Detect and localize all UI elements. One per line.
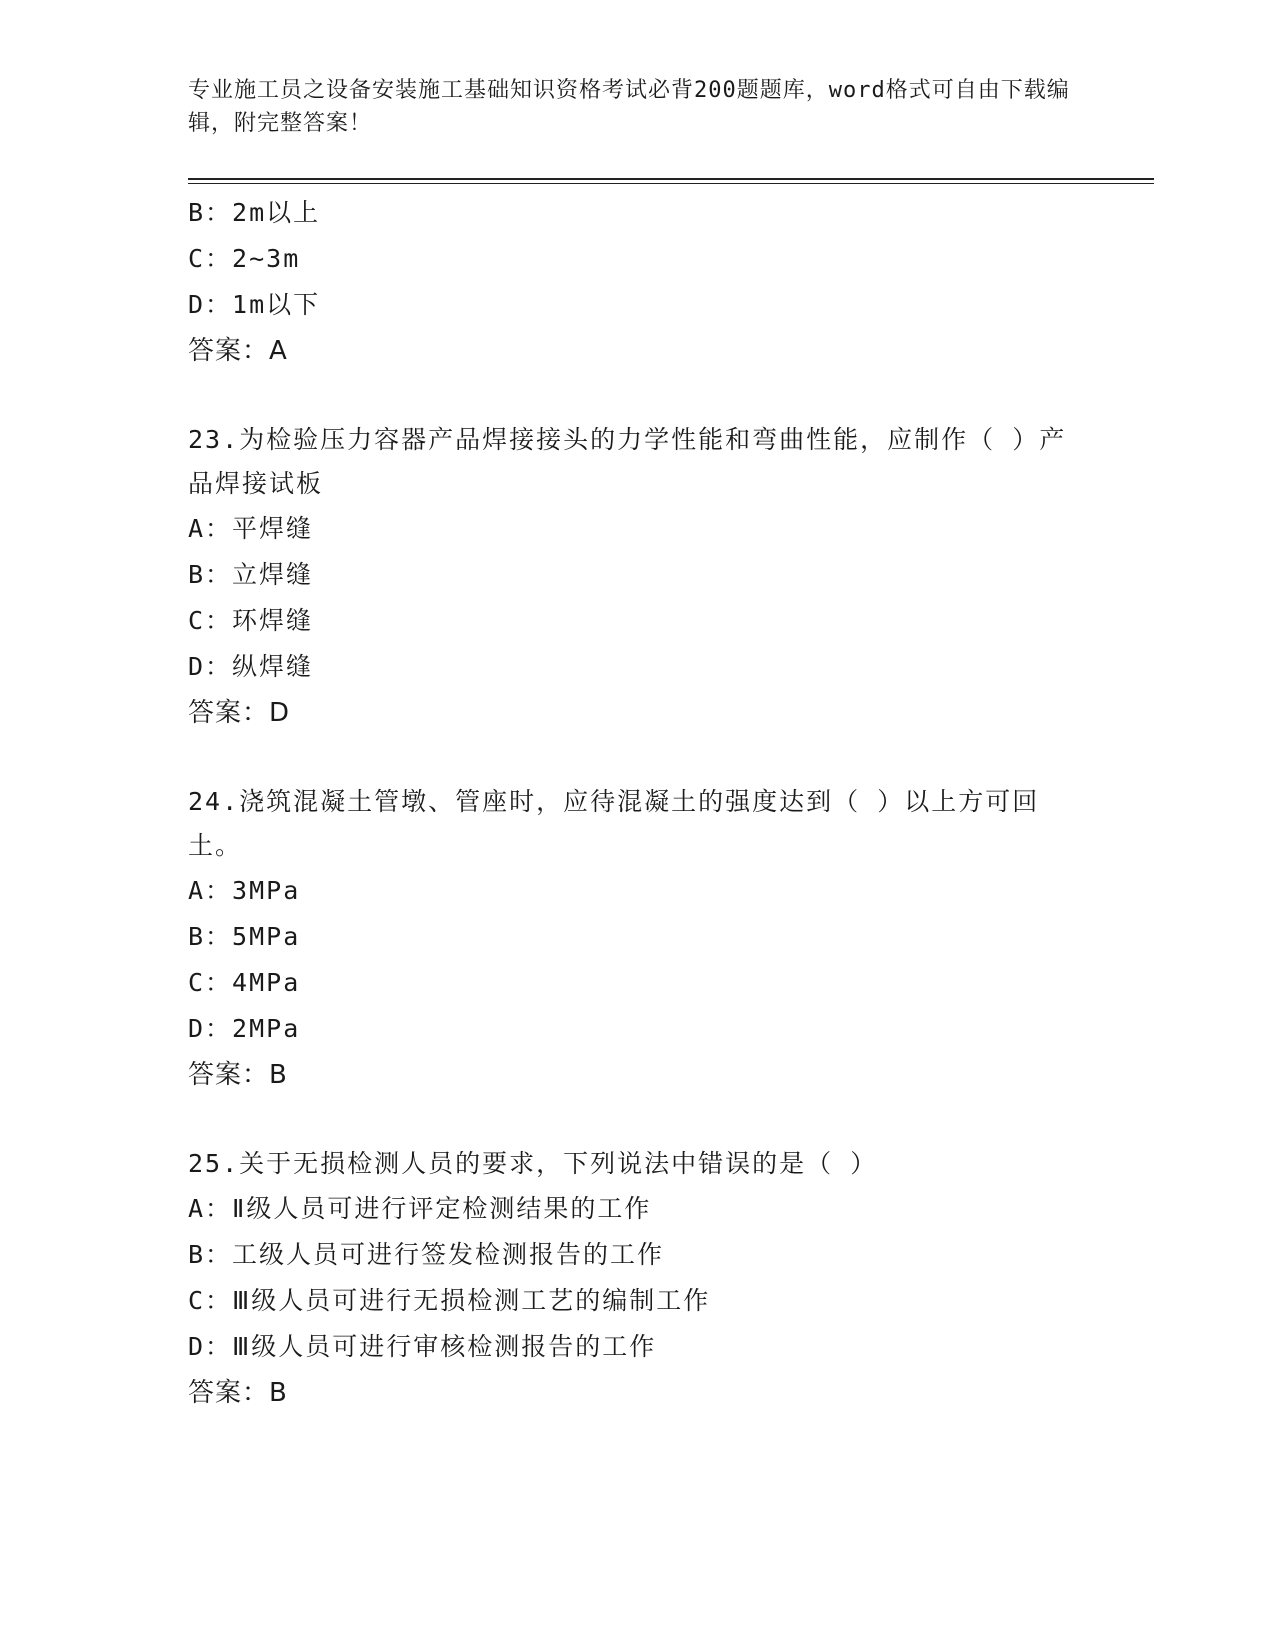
option-c: C：环焊缝 — [188, 606, 314, 635]
question-24 — [188, 780, 1068, 1098]
option-a: A：Ⅱ级人员可进行评定检测结果的工作 — [188, 1194, 652, 1223]
answer: 答案：B — [188, 1060, 288, 1090]
answer: 答案：A — [188, 336, 288, 366]
option-c: C：4MPa — [188, 968, 301, 997]
option-d: D：2MPa — [188, 1014, 301, 1043]
option-a: A：平焊缝 — [188, 514, 314, 543]
header-divider — [188, 178, 1154, 184]
option-b: B：2m以上 — [188, 198, 321, 227]
question-text: 25.关于无损检测人员的要求，下列说法中错误的是（ ） — [188, 1149, 878, 1178]
option-b: B：立焊缝 — [188, 560, 314, 589]
question-text: 24.浇筑混凝土管墩、管座时，应待混凝土的强度达到（ ）以上方可回土。 — [188, 787, 1040, 860]
option-b: B：5MPa — [188, 922, 301, 951]
option-d: D：1m以下 — [188, 290, 321, 319]
option-d: D：纵焊缝 — [188, 652, 314, 681]
question-text: 23.为检验压力容器产品焊接接头的力学性能和弯曲性能，应制作（ ）产品焊接试板 — [188, 425, 1067, 498]
document-header: 专业施工员之设备安装施工基础知识资格考试必背200题题库，word格式可自由下载编辑，附完整答案！ — [188, 78, 1070, 136]
document-body — [188, 190, 1068, 1416]
option-b: B：工级人员可进行签发检测报告的工作 — [188, 1240, 665, 1269]
option-c: C：Ⅲ级人员可进行无损检测工艺的编制工作 — [188, 1286, 711, 1315]
answer: 答案：D — [188, 698, 291, 728]
answer: 答案：B — [188, 1378, 288, 1408]
option-d: D：Ⅲ级人员可进行审核检测报告的工作 — [188, 1332, 657, 1361]
question-25 — [188, 1142, 1068, 1416]
partial-question — [188, 190, 1068, 374]
question-23 — [188, 418, 1068, 736]
option-c: C：2~3m — [188, 244, 301, 273]
option-a: A：3MPa — [188, 876, 301, 905]
